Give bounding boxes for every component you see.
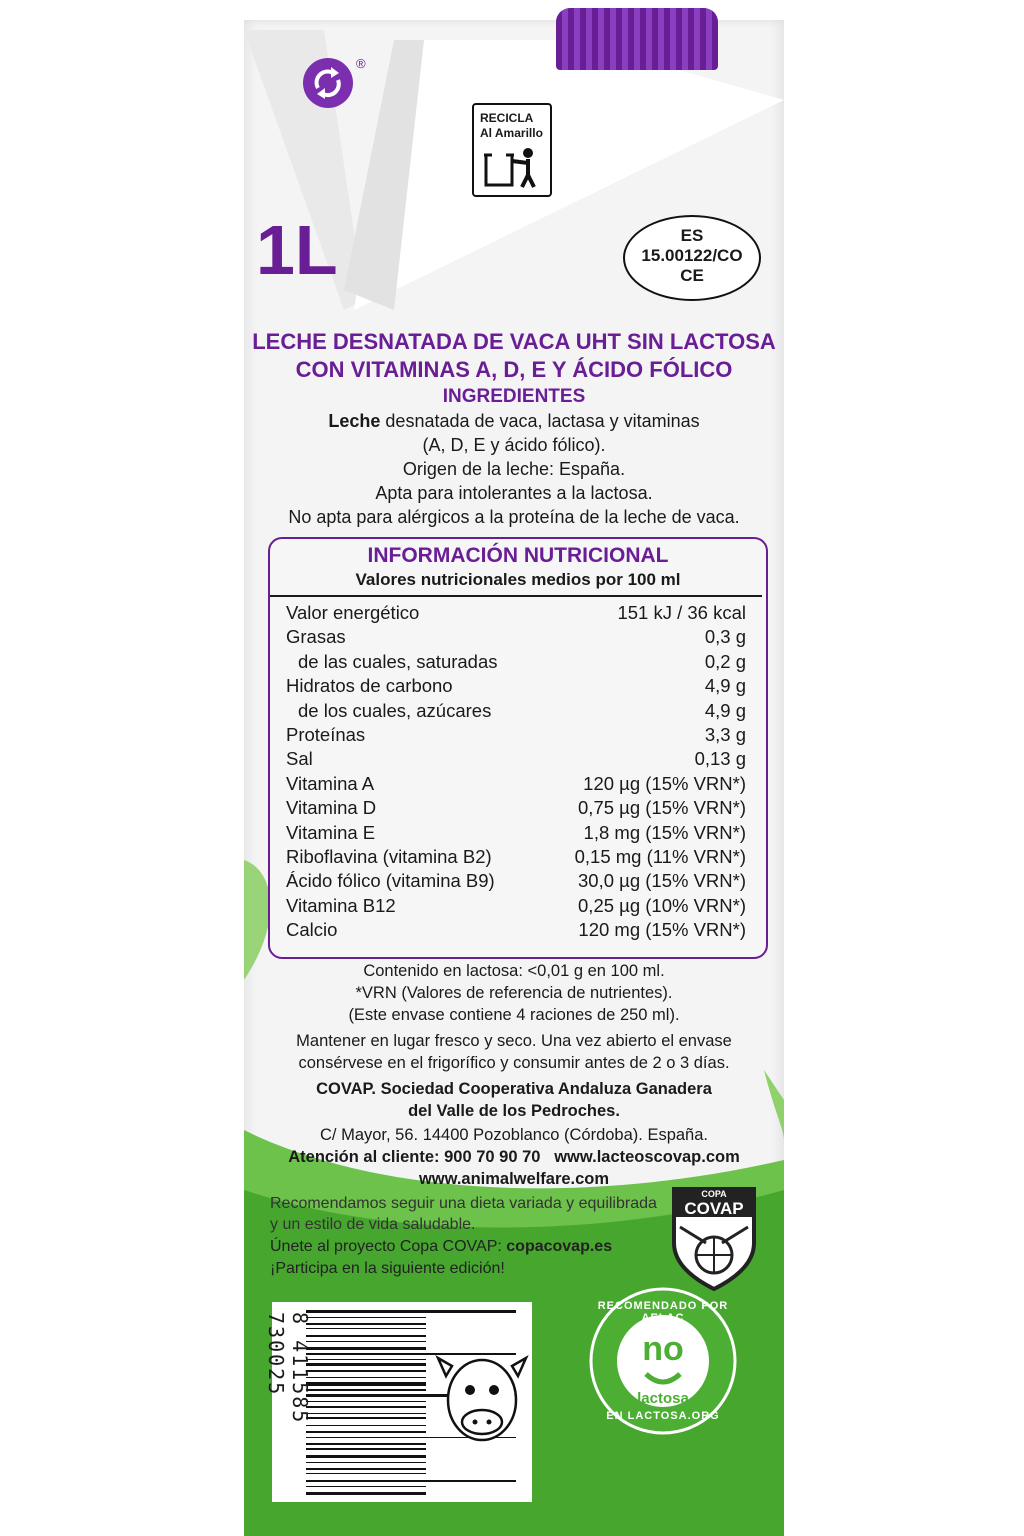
- barcode-bar: [306, 1455, 426, 1458]
- nutrition-row-value: 4,9 g: [704, 675, 746, 697]
- nutrition-row: [286, 724, 746, 749]
- promo-line3: [270, 1238, 612, 1256]
- nutrition-row: [286, 675, 746, 700]
- barcode-bar: [306, 1317, 426, 1318]
- nutrition-row-value: 3,3 g: [704, 724, 746, 745]
- nutrition-row-label: Hidratos de carbono: [286, 675, 453, 697]
- barcode-bar: [306, 1448, 426, 1450]
- nutrition-row: [286, 602, 746, 627]
- product-name-line1: LECHE DESNATADA DE VACA UHT SIN LACTOSA: [252, 329, 776, 354]
- storage-line2: consérvese en el frigorífico y consumir antes de 2 o 3 días.: [298, 1054, 730, 1072]
- barcode-bar: [306, 1389, 426, 1391]
- barcode-bar: [306, 1370, 426, 1372]
- barcode-bar: [306, 1347, 426, 1350]
- nutrition-row-value: 0,75 µg (15% VRN*): [578, 797, 746, 819]
- barcode-bar: [306, 1486, 426, 1487]
- volume-label: 1L: [256, 211, 338, 289]
- nutrition-row-value: 120 µg (15% VRN*): [583, 772, 746, 794]
- nutrition-row-value: 30,0 µg (15% VRN*): [578, 870, 746, 892]
- nutrition-row-label: Vitamina E: [286, 821, 376, 843]
- barcode-bar: [306, 1413, 426, 1414]
- lactose-note: Contenido en lactosa: <0,01 g en 100 ml.: [363, 962, 665, 980]
- nutrition-row-label: Vitamina D: [286, 797, 377, 819]
- nutrition-row-label: Ácido fólico (vitamina B9): [286, 870, 495, 892]
- copa-covap-badge: [666, 1183, 762, 1291]
- barcode-bar: [306, 1406, 426, 1408]
- promo-line2: y un estilo de vida saludable.: [270, 1216, 476, 1233]
- barcode-bar: [306, 1335, 426, 1337]
- barcode: [264, 1302, 532, 1502]
- barcode-bar: [306, 1310, 516, 1313]
- company-name-line2: del Valle de los Pedroches.: [408, 1102, 620, 1120]
- storage-line1: Mantener en lugar fresco y seco. Una vez abierto el envase: [296, 1032, 732, 1050]
- barcode-bar: [306, 1382, 426, 1386]
- barcode-bar: [306, 1425, 426, 1426]
- nutrition-row-label: Vitamina B12: [286, 894, 396, 916]
- cow-face-icon: [432, 1340, 532, 1450]
- promo-line1: Recomendamos seguir una dieta variada y equilibrada: [270, 1195, 657, 1212]
- company-address: C/ Mayor, 56. 14400 Pozoblanco (Córdoba). España.: [320, 1126, 708, 1144]
- nutrition-row-value: 1,8 mg (15% VRN*): [583, 821, 746, 843]
- badge-covap-text: COVAP: [684, 1199, 744, 1218]
- nutrition-row-value: 151 kJ / 36 kcal: [617, 602, 746, 623]
- barcode-bar: [306, 1328, 426, 1329]
- barcode-bar: [306, 1323, 426, 1325]
- aelac-ring-top-text: RECOMENDADO POR AELAC: [597, 1300, 729, 1324]
- intolerance-line: Apta para intolerantes a la lactosa.: [375, 483, 653, 503]
- origin-line: Origen de la leche: España.: [402, 459, 626, 479]
- nutrition-row: [286, 651, 746, 676]
- barcode-digits-wrap: [264, 1302, 312, 1502]
- barcode-digits: 8 411585 730025: [264, 1312, 312, 1425]
- nutrition-row: [286, 895, 746, 920]
- nutrition-row: [286, 773, 746, 798]
- nutrition-row: [286, 919, 746, 944]
- nutrition-row-value: 0,3 g: [704, 626, 746, 648]
- barcode-bar: [306, 1417, 426, 1419]
- ingredients-line2: (A, D, E y ácido fólico).: [422, 435, 606, 455]
- nutrition-row-value: 0,2 g: [704, 650, 746, 672]
- portions-note: (Este envase contiene 4 raciones de 250 ml).: [348, 1006, 680, 1024]
- barcode-bar: [306, 1480, 516, 1482]
- nutrition-heading: INFORMACIÓN NUTRICIONAL: [367, 544, 669, 567]
- nutrition-row: [286, 846, 746, 871]
- nutrition-row-label: Vitamina A: [286, 772, 375, 794]
- health-mark-country: ES: [680, 226, 704, 245]
- promo-line3-text: Únete al proyecto Copa COVAP:: [270, 1238, 507, 1255]
- nutrition-row-label: Sal: [286, 748, 313, 770]
- barcode-bar: [306, 1363, 426, 1366]
- promo-line4: ¡Participa en la siguiente edición!: [270, 1260, 505, 1277]
- website-link[interactable]: www.lacteoscovap.com: [554, 1148, 740, 1166]
- recycle-sublabel: Al Amarillo: [480, 126, 543, 140]
- nutrition-row-label: Riboflavina (vitamina B2): [286, 846, 492, 867]
- health-mark-code: 15.00122/CO: [641, 246, 743, 265]
- nutrition-row: [286, 870, 746, 895]
- animal-welfare-link[interactable]: www.animalwelfare.com: [418, 1170, 610, 1188]
- nutrition-divider: [270, 595, 762, 597]
- aelac-ring-bottom-text: EN LACTOSA.ORG: [606, 1410, 720, 1422]
- customer-service-phone: Atención al cliente: 900 70 90 70: [288, 1148, 541, 1166]
- barcode-bar: [306, 1443, 426, 1445]
- barcode-bar: [306, 1401, 426, 1402]
- barcode-bar: [306, 1468, 426, 1470]
- aelac-no-text: no: [642, 1330, 684, 1368]
- nutrition-row-label: Proteínas: [286, 724, 366, 745]
- contact-line: [244, 1148, 784, 1167]
- ingredients-heading: INGREDIENTES: [442, 386, 586, 407]
- nutrition-row-label: Calcio: [286, 919, 338, 941]
- barcode-bar: [306, 1359, 426, 1360]
- nutrition-row: [286, 700, 746, 725]
- barcode-bar: [306, 1462, 426, 1463]
- barcode-bar: [306, 1341, 426, 1342]
- nutrition-row-label: de los cuales, azúcares: [298, 699, 492, 721]
- vrn-note: *VRN (Valores de referencia de nutrientes).: [355, 984, 673, 1002]
- nutrition-subheading: Valores nutricionales medios por 100 ml: [355, 570, 681, 589]
- company-name-line1: COVAP. Sociedad Cooperativa Andaluza Ganadera: [316, 1080, 712, 1098]
- product-name-line2: CON VITAMINAS A, D, E Y ÁCIDO FÓLICO: [295, 357, 733, 382]
- ingredients-bold-word: Leche: [328, 411, 381, 431]
- aelac-lactosa-text: lactosa: [637, 1390, 689, 1407]
- nutrition-row-label: Grasas: [286, 626, 346, 648]
- nutrition-row-label: Valor energético: [286, 602, 420, 623]
- nutrition-row: [286, 626, 746, 651]
- barcode-bar: [306, 1473, 426, 1474]
- aelac-badge: [588, 1286, 738, 1436]
- nutrition-row-value: 4,9 g: [704, 699, 746, 721]
- recycle-label: RECICLA: [480, 111, 534, 125]
- nutrition-row: [286, 797, 746, 822]
- ingredients-line1-text: desnatada de vaca, lactasa y vitaminas: [380, 411, 700, 431]
- health-mark-ce: CE: [680, 266, 704, 285]
- nutrition-row-value: 0,13 g: [694, 748, 746, 770]
- nutrition-row-value: 0,15 mg (11% VRN*): [574, 846, 746, 867]
- nutrition-row-value: 0,25 µg (10% VRN*): [578, 894, 746, 916]
- nutrition-row: [286, 748, 746, 773]
- registered-mark: ®: [356, 56, 366, 71]
- badge-copa-text: COPA: [701, 1189, 727, 1199]
- ingredients-line1: [244, 411, 784, 432]
- barcode-bar: [306, 1431, 426, 1433]
- allergy-line: No apta para alérgicos a la proteína de la leche de vaca.: [288, 507, 740, 527]
- nutrition-row-label: de las cuales, saturadas: [298, 650, 498, 672]
- nutrition-row: [286, 822, 746, 847]
- nutrition-row-value: 120 mg (15% VRN*): [578, 919, 746, 941]
- copa-covap-link[interactable]: copacovap.es: [506, 1238, 613, 1255]
- barcode-bar: [306, 1377, 426, 1378]
- barcode-bar: [306, 1492, 426, 1495]
